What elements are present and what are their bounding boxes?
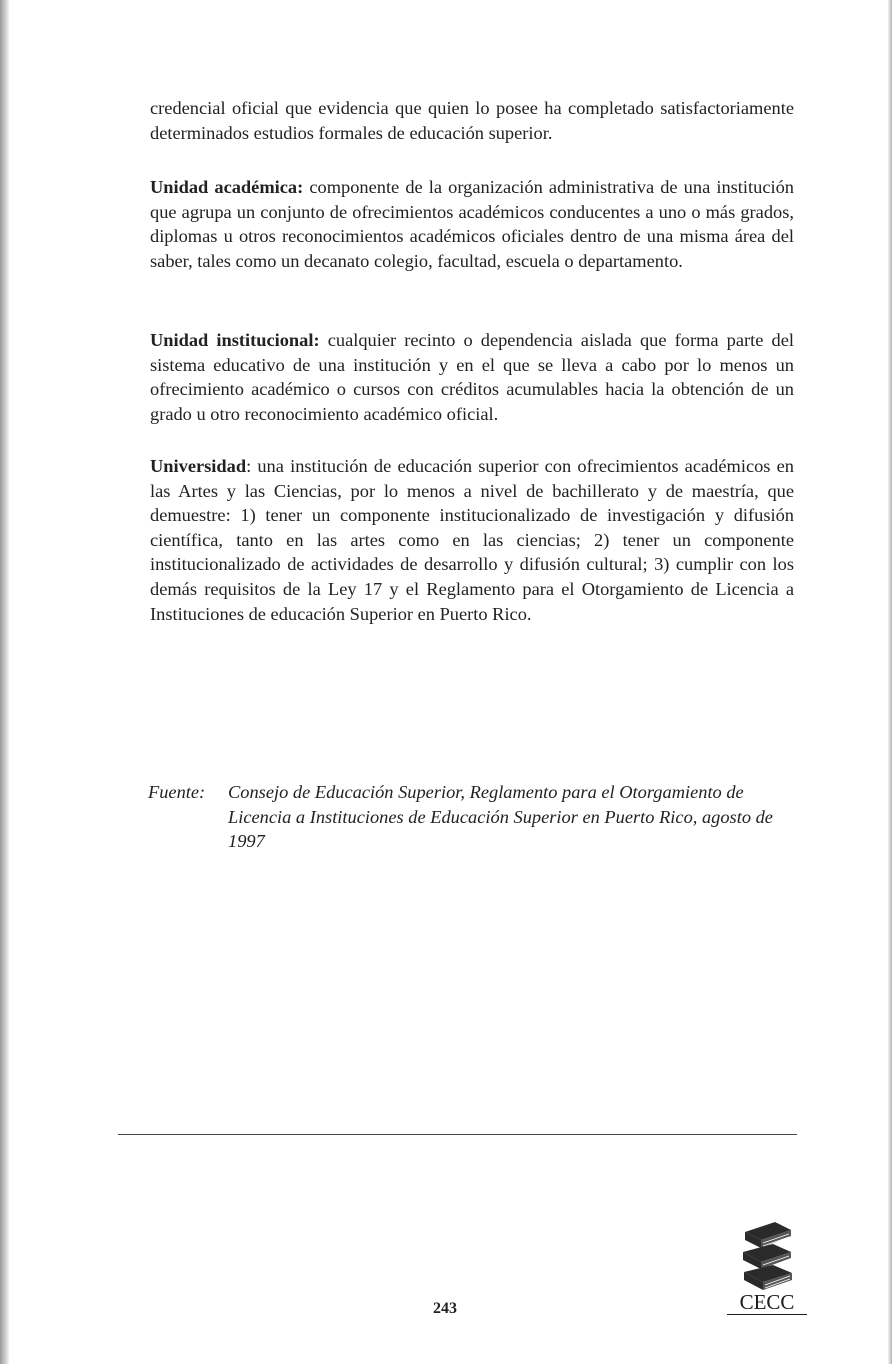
definition-text: credencial oficial que evidencia que quien lo posee ha completado satisfactoriamente determinados estudios formales de educación superior. (150, 98, 794, 143)
page-number: 243 (433, 1300, 457, 1317)
paragraph-unidad-academica (150, 175, 794, 273)
footer-divider (118, 1134, 797, 1135)
paragraph-credencial (150, 96, 794, 145)
scan-edge-right (888, 0, 892, 1364)
cecc-logo (727, 1218, 807, 1316)
definition-term: Universidad (150, 456, 247, 476)
source-label: Fuente: (148, 782, 206, 802)
source-citation (148, 780, 808, 854)
scan-edge-left (0, 0, 9, 1364)
definition-text: : una institución de educación superior con ofrecimientos académicos en las Artes y las Ciencias, por lo menos a nivel de bachillerato y de maestría, que demuestre: 1) tener un componente institucionalizado de investigación y difusión científica, tanto en las artes como en las ciencias; 2) tener un componente institucionalizado de actividades de desarrollo y difusión cultural; 3) cumplir con los demás requisitos de la Ley 17 y el Reglamento para el Otorgamiento de Licencia a Instituciones de educación Superior en Puerto Rico. (150, 456, 794, 624)
source-text: Consejo de Educación Superior, Reglamento para el Otorgamiento de Licencia a Instituciones de Educación Superior en Puerto Rico, agosto de 1997 (228, 782, 773, 852)
paragraph-universidad (150, 454, 794, 626)
definition-text: componente de la organización administrativa de una institución que agrupa un conjunto de ofrecimientos académicos conducentes a uno o más grados, diplomas u otros reconocimientos académicos oficiales dentro de una misma área del saber, tales como un decanato colegio, facultad, escuela o departamento. (150, 177, 794, 271)
definition-term: Unidad académica: (150, 177, 304, 197)
stacked-books-icon (739, 1218, 795, 1292)
logo-text: CECC (727, 1290, 807, 1315)
definition-text: cualquier recinto o dependencia aislada que forma parte del sistema educativo de una institución y en el que se lleva a cabo por lo menos un ofrecimiento académico o cursos con créditos acumulables hacia la obtención de un grado u otro reconocimiento académico oficial. (150, 330, 795, 424)
definition-term: Unidad institucional: (150, 330, 320, 350)
paragraph-unidad-institucional (150, 328, 794, 426)
